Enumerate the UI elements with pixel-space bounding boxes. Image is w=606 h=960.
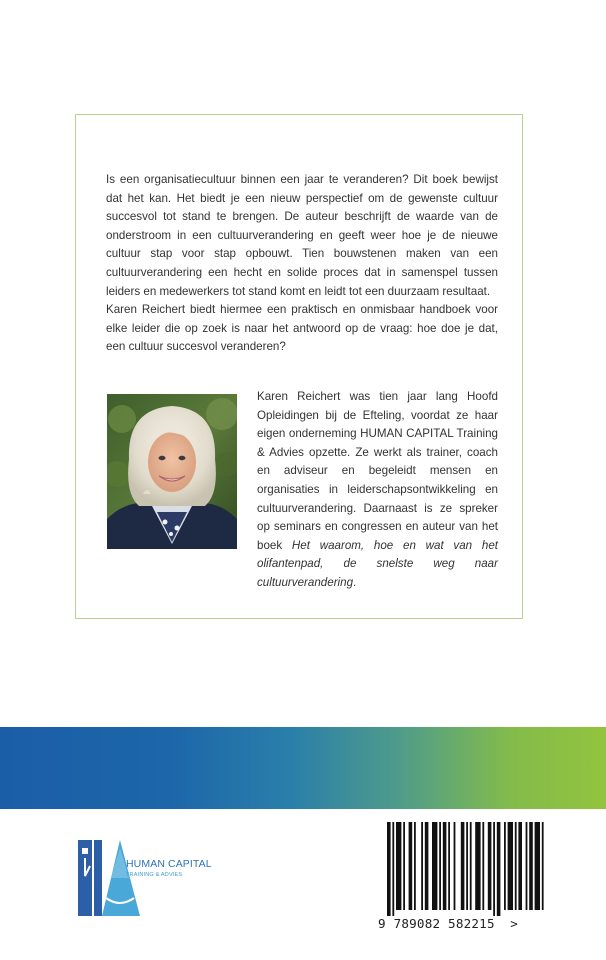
blurb-paragraph-2: Karen Reichert biedt hiermee een praktisch en onmisbaar handboek voor elke leider die op zoek is naar het antwoord op de vraag: hoe doe je dat, een cultuur succesvol veranderen? xyxy=(106,303,498,354)
barcode-bar xyxy=(403,822,405,910)
barcode-bar xyxy=(439,822,441,910)
barcode-bar xyxy=(443,822,447,910)
barcode-bar xyxy=(529,822,533,910)
barcode-bar xyxy=(488,822,492,910)
blurb-paragraph-1: Is een organisatiecultuur binnen een jaar te veranderen? Dit boek bewijst dat het kan. Het biedt je een nieuw perspectief om de gewenste cultuur succesvol tot stand te brengen. De auteur beschrijft de waarde van de onderstroom in een cultuurverandering en geeft weer hoe je de nieuwe cultuur stap voor stap opbouwt. Tien bouwstenen maken van een cultuurverandering een hecht en solide proces dat in samenspel tussen leiders en medewerkers tot stand komt en leidt tot een duurzaam resultaat. xyxy=(106,173,498,298)
barcode-bar xyxy=(392,822,394,916)
book-title: Het waarom, hoe en wat van het olifantenpad, de snelste weg naar cultuurverandering xyxy=(257,538,498,589)
barcode-bar xyxy=(461,822,465,910)
barcode-bar xyxy=(414,822,416,910)
gradient-band xyxy=(0,727,606,809)
logo-text xyxy=(126,858,212,879)
barcode-bar xyxy=(493,822,495,916)
barcode-bar xyxy=(454,822,456,910)
barcode-bar xyxy=(482,822,484,910)
barcode-bar xyxy=(475,822,480,910)
author-bio-text: Karen Reichert was tien jaar lang Hoofd Opleidingen bij de Efteling, voordat ze haar eigen onderneming HUMAN CAPITAL Training & Advies opzette. Ze werkt als trainer, coach en adviseur en begeleidt mensen en organisaties in leiderschapsontwikkeling en cultuurverandering. Daarnaast is ze spreker op seminars en congressen en auteur van het boek xyxy=(257,390,498,552)
barcode-bar xyxy=(535,822,540,910)
barcode-bar xyxy=(508,822,513,910)
author-photo xyxy=(107,394,237,549)
back-cover-blurb xyxy=(106,171,498,357)
barcode-bar xyxy=(387,822,391,916)
barcode-bar xyxy=(425,822,429,910)
barcode-bar xyxy=(409,822,413,910)
barcode-bar xyxy=(448,822,450,910)
barcode-bar xyxy=(518,822,522,910)
barcode-bar xyxy=(515,822,517,910)
barcode-bar xyxy=(504,822,506,910)
barcode-bars xyxy=(375,820,550,916)
author-bio xyxy=(257,388,498,593)
barcode-bar xyxy=(421,822,423,910)
barcode-bar xyxy=(497,822,501,916)
barcode-bar xyxy=(432,822,437,910)
barcode-bar xyxy=(466,822,468,910)
isbn-number: 9 789082 582215 > xyxy=(378,916,519,931)
logo-subtitle: TRAINING & ADVIES xyxy=(126,872,183,878)
author-bio-end: . xyxy=(353,575,357,589)
logo-name: HUMAN CAPITAL xyxy=(126,858,212,870)
barcode-bar xyxy=(396,822,401,910)
barcode-bar xyxy=(526,822,528,910)
barcode-bar xyxy=(542,822,544,910)
barcode-bar xyxy=(470,822,472,910)
